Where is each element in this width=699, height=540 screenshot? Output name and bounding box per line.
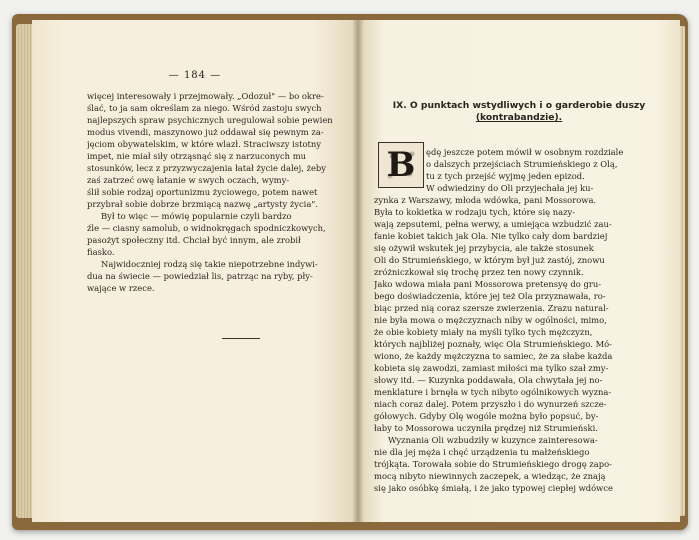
text-line: przybrał sobie dobrze brzmiącą nazwę „artysty życia". bbox=[87, 199, 318, 209]
chapter-title-line: (kontrabandzie). bbox=[475, 112, 563, 123]
text-line: tu z tych przejść wyjmę jeden epizod. bbox=[426, 171, 585, 181]
text-line: zynka z Warszawy, młoda wdówka, pani Mossorowa. bbox=[374, 195, 597, 205]
text-line: W odwiedziny do Oli przyjechała jej ku- bbox=[426, 183, 594, 193]
open-book bbox=[12, 14, 688, 530]
text-line: fanie kobiet takich jak Ola. Nie tylko cały dom bardziej bbox=[374, 231, 608, 241]
text-line: modus vivendi, maszynowo już oddawał się pewnym za- bbox=[87, 127, 324, 137]
section-divider-rule bbox=[222, 338, 260, 339]
left-page bbox=[32, 20, 358, 522]
text-line: kobieta się zawodzi, zamiast miłości ma tylko szał zmy- bbox=[374, 363, 609, 373]
text-line: Wyznania Oli wzbudziły w kuzynce zainteresowa- bbox=[388, 435, 598, 445]
text-line: nie dla jej męża i chęć urządzenia tu małżeńskiego bbox=[374, 447, 590, 457]
text-line: zróżniczkował się trochę przez ten nowy czynnik. bbox=[374, 267, 584, 277]
right-page-text bbox=[374, 182, 664, 494]
text-line: Był to więc — mówię popularnie czyli bardzo bbox=[101, 211, 292, 221]
decorative-dropcap: B bbox=[378, 142, 424, 188]
text-line: ędę jeszcze potem mówił w osobnym rozdziale bbox=[426, 147, 624, 157]
text-line: impet, nie miał siły otrząsnąć się z narzuconych mu bbox=[87, 151, 307, 161]
text-line: się ożywił wskutek jej przybycia, ale także stosunek bbox=[374, 243, 594, 253]
text-line: Była to kokietka w rodzaju tych, które się nazy- bbox=[374, 207, 576, 217]
text-line: wają zepsutemi, pełna werwy, a umiejąca wzbudzić zau- bbox=[374, 219, 612, 229]
text-line: słowy itd. — Kuzynka poddawała, Ola chwytała jej no- bbox=[374, 375, 603, 385]
text-line: najlepszych spraw psychicznych uregulował sobie pewien bbox=[87, 115, 333, 125]
text-line: że obie kobiety miały na myśli tylko tych mężczyzn, bbox=[374, 327, 593, 337]
text-line: źle — ciasny samolub, o widnokręgach spodniczkowych, bbox=[87, 223, 326, 233]
text-line: wające w rzece. bbox=[87, 283, 155, 293]
text-line: menklature i brnęła w tych nibyto ogólnikowych wyzna- bbox=[374, 387, 612, 397]
text-line: niach coraz dalej. Potem przyszło i do wynurzeń szcze- bbox=[374, 399, 607, 409]
text-line: biąc przed nią coraz szersze zwierzenia. Zrazu natural- bbox=[374, 303, 609, 313]
right-page bbox=[358, 20, 680, 522]
text-line: łaby to Mossorowa uczyniła prędzej niż Strumieński. bbox=[374, 423, 598, 433]
text-line: których najbliżej poznały, więc Olа Strumieńskiego. Mó- bbox=[374, 339, 613, 349]
text-line: trójkąta. Torowała sobie do Strumieńskiego drogę zapo- bbox=[374, 459, 612, 469]
text-line: ślił sobie rodzaj oportunizmu życiowego, potem nawet bbox=[87, 187, 318, 197]
text-line: wiono, że każdy mężczyzna to samiec, że za słabe każda bbox=[374, 351, 613, 361]
paragraph-1 bbox=[87, 90, 345, 210]
text-line: jęciom obywatelskim, w które wlazł. Straciwszy istotny bbox=[87, 139, 322, 149]
text-line: się jako osóbkę śmiałą, i że jako typowej ciepłej wdówce bbox=[374, 483, 613, 493]
text-line: ślać, to ja sam określam za niego. Wśród zastoju swych bbox=[87, 103, 322, 113]
text-line: stosunków, lecz z przyzwyczajenia łatał życie dalej, żeby bbox=[87, 163, 327, 173]
text-line: zaś zatrzeć owę łatanie w swych oczach, wymy- bbox=[87, 175, 290, 185]
page-number: — 184 — bbox=[168, 70, 222, 81]
book-gutter bbox=[352, 20, 364, 522]
text-line: o dalszych przejściach Strumieńskiego z Olą, bbox=[426, 159, 618, 169]
text-line: dua na świecie — powiedział lis, patrząc na ryby, pły- bbox=[87, 271, 313, 281]
text-line: pasożyt społeczny itd. Chciał być innym, ale zrobił bbox=[87, 235, 301, 245]
chapter-title-line: IX. O punktach wstydliwych i o garderobie duszy bbox=[392, 100, 646, 111]
text-line: gółowych. Gdyby Olę wogóle można było popsuć, by- bbox=[374, 411, 599, 421]
paragraph-3 bbox=[87, 258, 345, 294]
text-line: nie była mowa o mężczyznach niby w ogólności, mimo, bbox=[374, 315, 607, 325]
text-line: mocą nibyto niewinnych zaczepek, a wiedząc, że znają bbox=[374, 471, 606, 481]
text-line: Jako wdowa miała pani Mossorowa pretensyę do gru- bbox=[374, 279, 602, 289]
text-line: więcej interesowały i przejmowały. „Odozuł" — bo okre- bbox=[87, 91, 324, 101]
text-line: fiasko. bbox=[87, 247, 115, 257]
text-line: Najwidoczniej rodzą się takie niepotrzebne indywi- bbox=[101, 259, 318, 269]
paragraph-2 bbox=[87, 210, 345, 258]
chapter-title bbox=[374, 100, 664, 124]
left-page-text bbox=[87, 90, 345, 294]
text-line: Oli do Strumieńskiego, w którym był już zastój, znowu bbox=[374, 255, 605, 265]
first-paragraph-text bbox=[426, 146, 664, 182]
text-line: bego doświadczenia, które jej też Ola przyznawała, ro- bbox=[374, 291, 606, 301]
